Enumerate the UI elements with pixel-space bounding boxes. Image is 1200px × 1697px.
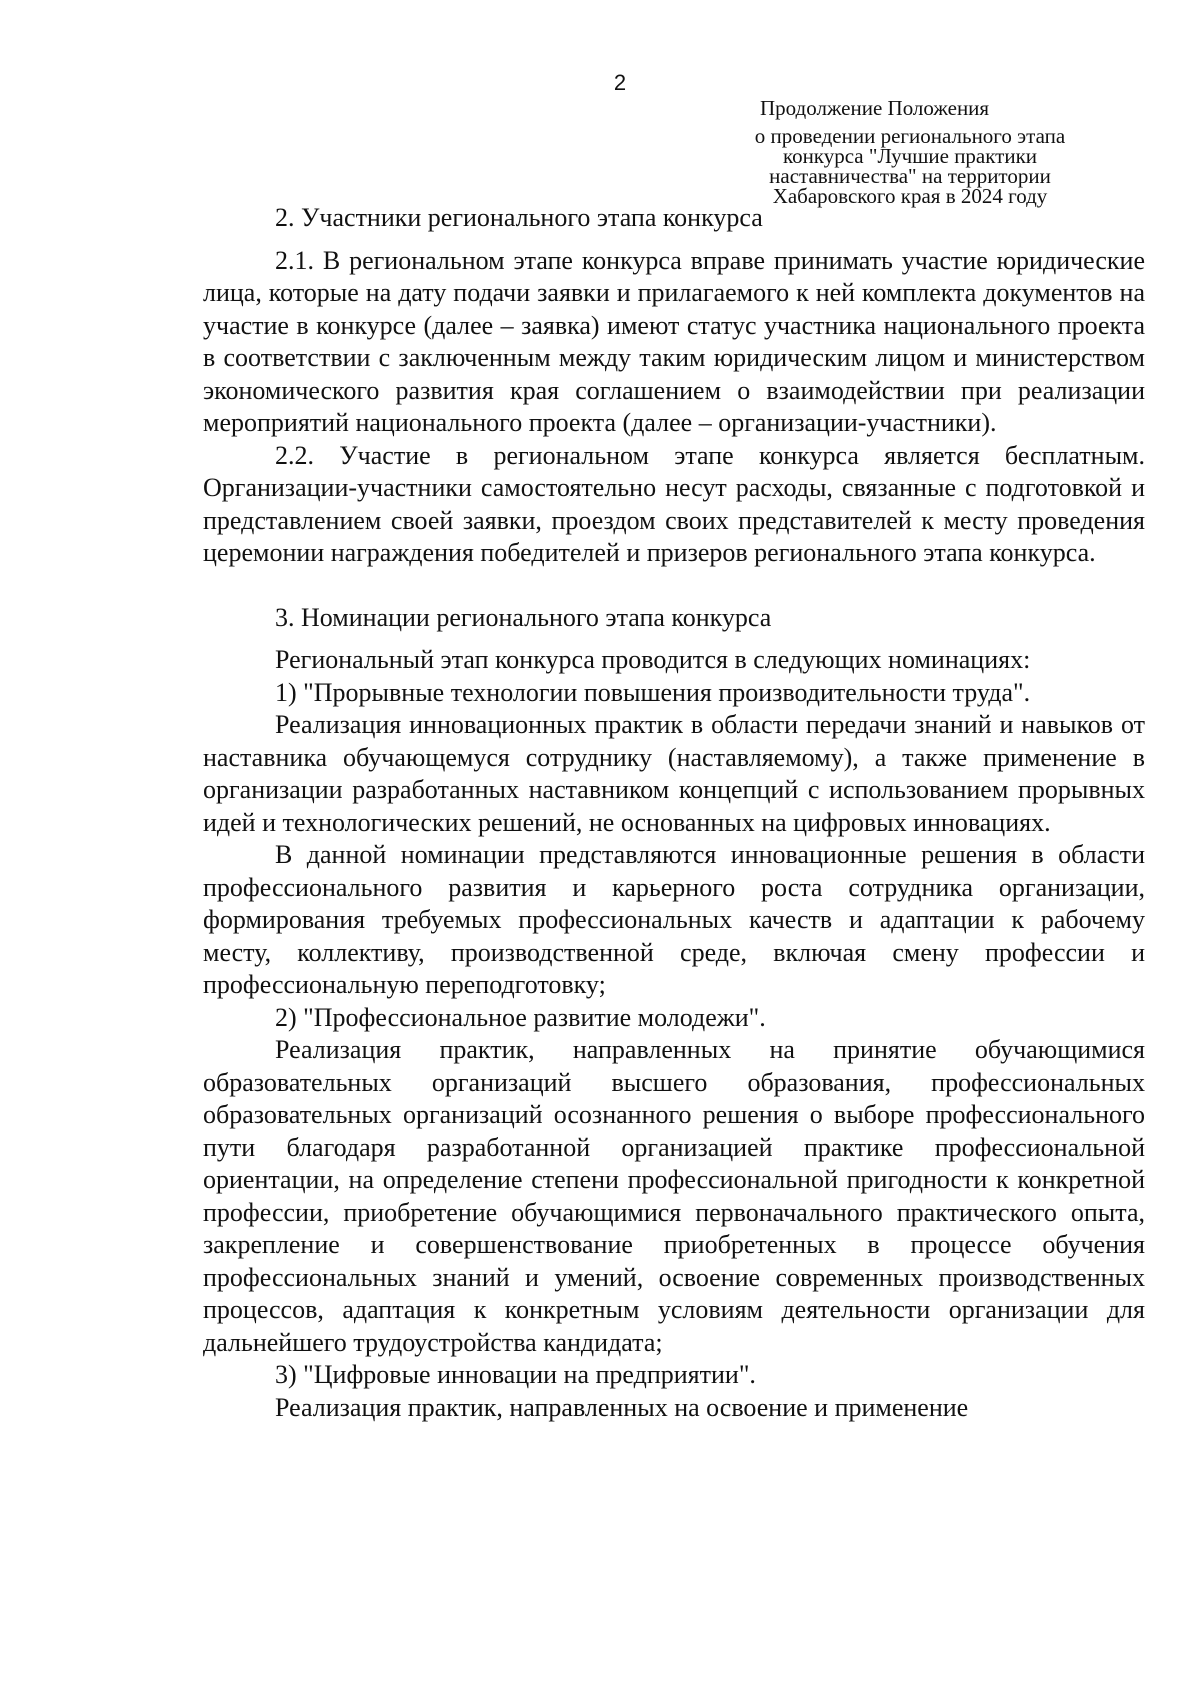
section-2-heading: 2. Участники регионального этапа конкурса	[275, 203, 763, 232]
nomination-2-paragraph: Реализация практик, направленных на принятие обучающимися образовательных организаций высшего образования, профессиональных образовательных организаций осознанного решения о выборе профессионального пути благодаря разработанной организацией практике профессиональной ориентации, на определение степени профессиональной пригодности к конкретной профессии, приобретение обучающимися первоначального практического опыта, закрепление и совершенствование приобретенных в процессе обучения профессиональных знаний и умений, освоение современных производственных процессов, адаптация к конкретным условиям деятельности организации для дальнейшего трудоустройства кандидата;	[203, 1035, 1145, 1357]
paragraph-2-1: 2.1. В региональном этапе конкурса вправе принимать участие юридические лица, которые на дату подачи заявки и прилагаемого к ней комплекта документов на участие в конкурсе (далее – заявка) имеют статус участника национального проекта в соответствии с заключенным между таким юридическим лицом и министерством экономического развития края соглашением о взаимодействии при реализации мероприятий национального проекта (далее – организации-участники).	[203, 245, 1145, 437]
nomination-1-paragraph-2: В данной номинации представляются инновационные решения в области профессионального развития и карьерного роста сотрудника организации, формирования требуемых профессиональных качеств и адаптации к рабочему месту, коллективу, производственной среде, включая смену профессии и профессиональную переподготовку;	[203, 840, 1145, 999]
header-subtitle-line: конкурса "Лучшие практики	[782, 144, 1038, 168]
header-title: Продолжение Положения	[760, 96, 990, 120]
section-3-intro: Региональный этап конкурса проводится в следующих номинациях:	[275, 645, 1031, 674]
spacer	[203, 570, 1145, 602]
nomination-1-paragraph-1: Реализация инновационных практик в области передачи знаний и навыков от наставника обучающемуся сотруднику (наставляемому), а также применение в организации разработанных наставником концепций с использованием прорывных идей и технологических решений, не основанных на цифровых инновациях.	[203, 710, 1145, 837]
paragraph-2-2: 2.2. Участие в региональном этапе конкурса является бесплатным. Организации-участники самостоятельно несут расходы, связанные с подготовкой и представлением своей заявки, проездом своих представителей к месту проведения церемонии награждения победителей и призеров регионального этапа конкурса.	[203, 440, 1145, 567]
header-subtitle-line: Хабаровского края в 2024 году	[772, 184, 1048, 208]
header-subtitle-line: наставничества" на территории	[769, 164, 1051, 188]
header-subtitle-line: о проведении регионального этапа	[754, 124, 1066, 148]
section-3-heading: 3. Номинации регионального этапа конкурса	[275, 602, 772, 632]
nomination-2-title: 2) "Профессиональное развитие молодежи".	[275, 1002, 766, 1032]
page-number: 2	[613, 70, 627, 95]
header-subtitle	[700, 126, 1120, 206]
nomination-3-paragraph: Реализация практик, направленных на освоение и применение	[275, 1392, 969, 1422]
document-body	[203, 202, 1145, 1424]
nomination-1-title: 1) "Прорывные технологии повышения производительности труда".	[275, 677, 1031, 707]
nomination-3-title: 3) "Цифровые инновации на предприятии".	[275, 1360, 756, 1389]
